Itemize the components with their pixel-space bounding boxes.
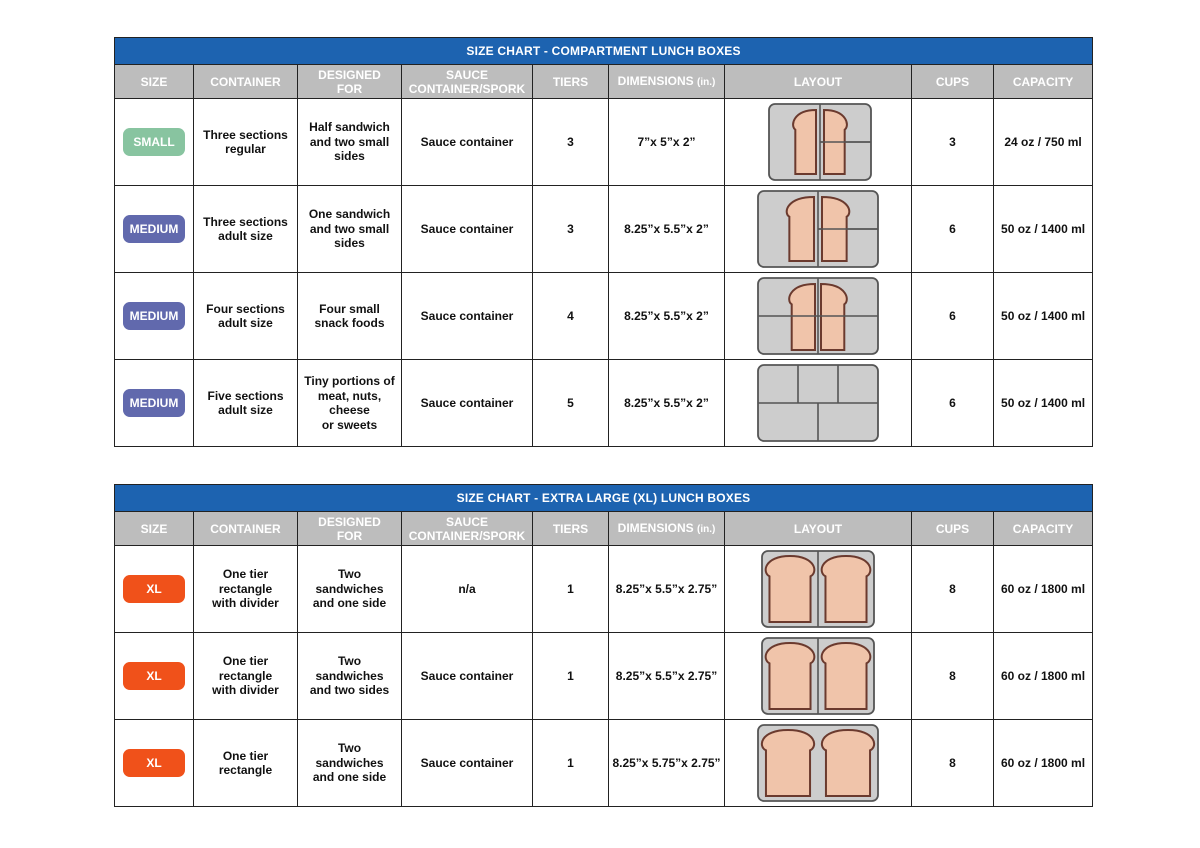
header-capacity: CAPACITY (994, 65, 1093, 99)
header-tiers: TIERS (533, 512, 609, 546)
bread-right-half (821, 284, 847, 350)
header-designed-for: DESIGNED FOR (298, 512, 402, 546)
header-layout: LAYOUT (725, 65, 912, 99)
sauce-cell: Sauce container (402, 360, 533, 447)
designed-for-cell: Tiny portions of meat, nuts, cheese or sweets (298, 360, 402, 447)
tiers-cell: 1 (533, 720, 609, 807)
capacity-cell: 50 oz / 1400 ml (994, 186, 1093, 273)
size-cell (115, 720, 194, 807)
sauce-cell: Sauce container (402, 186, 533, 273)
header-layout: LAYOUT (725, 512, 912, 546)
header-dimensions: DIMENSIONS (in.) (609, 512, 725, 546)
size-cell (115, 186, 194, 273)
size-badge: XL (123, 662, 185, 690)
sauce-cell: Sauce container (402, 720, 533, 807)
compartment-size-chart (114, 37, 1093, 447)
size-cell (115, 546, 194, 633)
header-sauce: SAUCE CONTAINER/SPORK (402, 65, 533, 99)
size-badge: SMALL (123, 128, 185, 156)
three-medium-icon (756, 189, 880, 269)
bread-left (766, 556, 815, 622)
designed-for-cell: One sandwich and two small sides (298, 186, 402, 273)
cups-cell: 8 (912, 720, 994, 807)
capacity-cell: 24 oz / 750 ml (994, 99, 1093, 186)
header-capacity: CAPACITY (994, 512, 1093, 546)
layout-cell (725, 99, 912, 186)
sauce-cell: n/a (402, 546, 533, 633)
table-row (115, 360, 1093, 447)
tiers-cell: 4 (533, 273, 609, 360)
size-cell (115, 99, 194, 186)
header-dimensions: DIMENSIONS (in.) (609, 65, 725, 99)
tiers-cell: 5 (533, 360, 609, 447)
xl-divider-icon (756, 636, 880, 716)
dimensions-cell: 8.25”x 5.5”x 2” (609, 186, 725, 273)
size-cell (115, 360, 194, 447)
header-row (115, 65, 1093, 99)
header-size: SIZE (115, 65, 194, 99)
five-section-icon (756, 363, 880, 443)
capacity-cell: 50 oz / 1400 ml (994, 273, 1093, 360)
capacity-cell: 60 oz / 1800 ml (994, 720, 1093, 807)
bread-left-half (787, 197, 814, 261)
designed-for-cell: Half sandwich and two small sides (298, 99, 402, 186)
designed-for-cell: Two sandwiches and two sides (298, 633, 402, 720)
layout-cell (725, 633, 912, 720)
bread-left-half (789, 284, 815, 350)
designed-for-cell: Two sandwiches and one side (298, 720, 402, 807)
tiers-cell: 1 (533, 633, 609, 720)
container-cell: One tier rectangle with divider (194, 546, 298, 633)
sauce-cell: Sauce container (402, 99, 533, 186)
tiers-cell: 3 (533, 186, 609, 273)
table-title: SIZE CHART - EXTRA LARGE (XL) LUNCH BOXES (115, 485, 1093, 512)
header-cups: CUPS (912, 512, 994, 546)
layout-cell (725, 546, 912, 633)
cups-cell: 8 (912, 633, 994, 720)
layout-cell (725, 273, 912, 360)
table-title: SIZE CHART - COMPARTMENT LUNCH BOXES (115, 38, 1093, 65)
cups-cell: 6 (912, 186, 994, 273)
capacity-cell: 60 oz / 1800 ml (994, 546, 1093, 633)
cups-cell: 6 (912, 273, 994, 360)
four-section-icon (756, 276, 880, 356)
size-badge: MEDIUM (123, 302, 185, 330)
tiers-cell: 3 (533, 99, 609, 186)
dimensions-cell: 8.25”x 5.5”x 2” (609, 273, 725, 360)
container-cell: Three sections regular (194, 99, 298, 186)
designed-for-cell: Two sandwiches and one side (298, 546, 402, 633)
dimensions-cell: 7”x 5”x 2” (609, 99, 725, 186)
size-badge: XL (123, 575, 185, 603)
bread-right (822, 643, 871, 709)
size-badge: XL (123, 749, 185, 777)
header-cups: CUPS (912, 65, 994, 99)
size-cell (115, 633, 194, 720)
table-row (115, 546, 1093, 633)
container-cell: One tier rectangle (194, 720, 298, 807)
bread-left (762, 730, 814, 796)
container-cell: Five sections adult size (194, 360, 298, 447)
table-body (115, 99, 1093, 447)
dimensions-cell: 8.25”x 5.5”x 2.75” (609, 633, 725, 720)
sauce-cell: Sauce container (402, 633, 533, 720)
header-container: CONTAINER (194, 512, 298, 546)
header-row (115, 512, 1093, 546)
table-body (115, 546, 1093, 807)
header-sauce: SAUCE CONTAINER/SPORK (402, 512, 533, 546)
table-row (115, 99, 1093, 186)
size-cell (115, 273, 194, 360)
layout-cell (725, 186, 912, 273)
cups-cell: 8 (912, 546, 994, 633)
header-designed-for: DESIGNED FOR (298, 65, 402, 99)
cups-cell: 6 (912, 360, 994, 447)
layout-cell (725, 720, 912, 807)
table-row (115, 720, 1093, 807)
container-cell: Four sections adult size (194, 273, 298, 360)
capacity-cell: 50 oz / 1400 ml (994, 360, 1093, 447)
header-size: SIZE (115, 512, 194, 546)
header-tiers: TIERS (533, 65, 609, 99)
tiers-cell: 1 (533, 546, 609, 633)
designed-for-cell: Four small snack foods (298, 273, 402, 360)
size-badge: MEDIUM (123, 215, 185, 243)
dimensions-cell: 8.25”x 5.75”x 2.75” (609, 720, 725, 807)
bread-right (822, 556, 871, 622)
bread-left-half (793, 110, 816, 174)
capacity-cell: 60 oz / 1800 ml (994, 633, 1093, 720)
container-cell: One tier rectangle with divider (194, 633, 298, 720)
table-row (115, 186, 1093, 273)
xl-open-icon (756, 723, 880, 803)
container-cell: Three sections adult size (194, 186, 298, 273)
xl-size-chart (114, 484, 1093, 807)
size-badge: MEDIUM (123, 389, 185, 417)
bread-left (766, 643, 815, 709)
sauce-cell: Sauce container (402, 273, 533, 360)
table-row (115, 633, 1093, 720)
layout-cell (725, 360, 912, 447)
three-small-icon (756, 102, 880, 182)
table-row (115, 273, 1093, 360)
dimensions-cell: 8.25”x 5.5”x 2.75” (609, 546, 725, 633)
header-container: CONTAINER (194, 65, 298, 99)
bread-right (822, 730, 874, 796)
dimensions-cell: 8.25”x 5.5”x 2” (609, 360, 725, 447)
cups-cell: 3 (912, 99, 994, 186)
xl-divider-icon (756, 549, 880, 629)
